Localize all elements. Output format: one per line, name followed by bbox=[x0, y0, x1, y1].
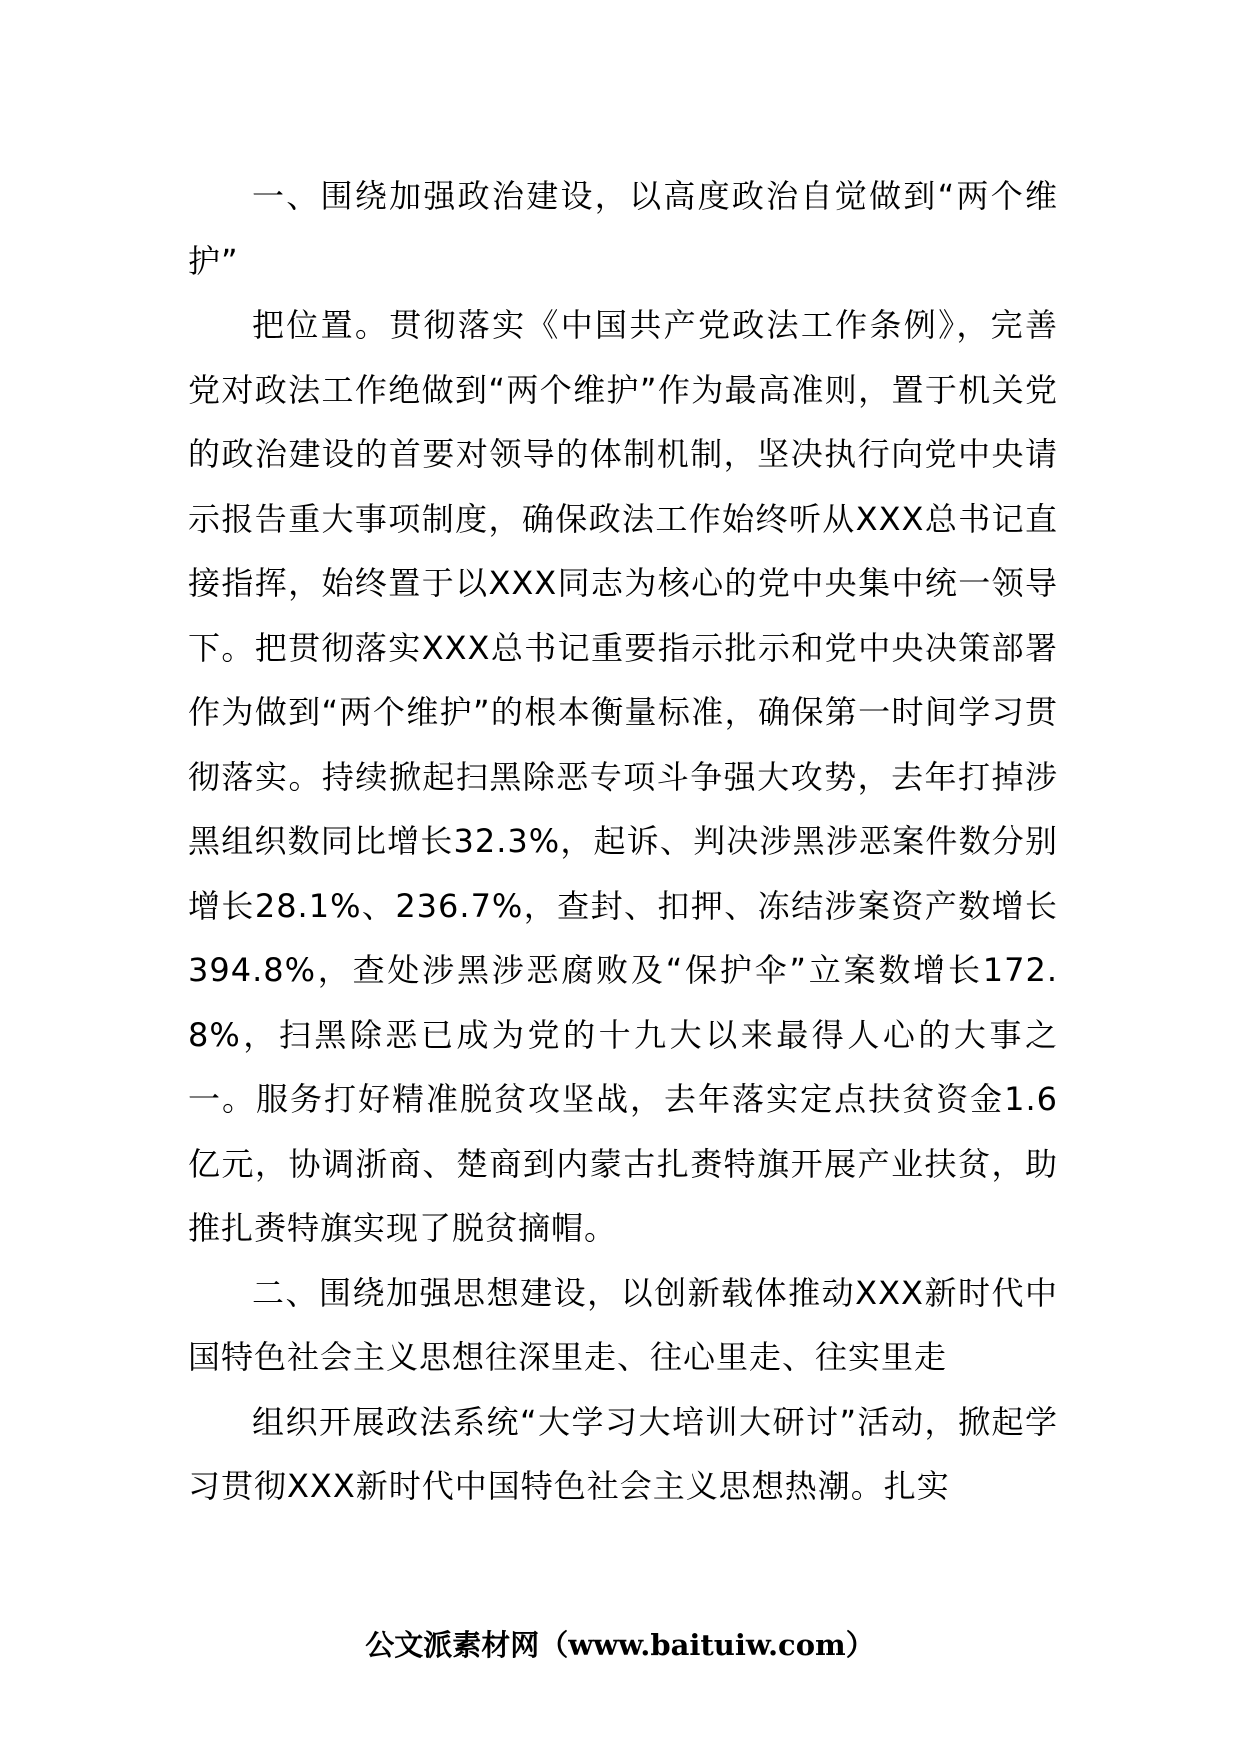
section-heading-1: 一、围绕加强政治建设，以高度政治自觉做到“两个维护” bbox=[188, 177, 1058, 280]
section-heading-2: 二、围绕加强思想建设，以创新载体推动XXX新时代中国特色社会主义思想往深里走、往心里走、往实里走 bbox=[188, 1273, 1058, 1376]
body-paragraph-2: 组织开展政法系统“大学习大培训大研讨”活动，掀起学习贯彻XXX新时代中国特色社会主义思想热潮。扎实 bbox=[188, 1402, 1058, 1505]
document-body bbox=[188, 164, 1058, 1519]
body-paragraph-1: 把位置。贯彻落实《中国共产党政法工作条例》，完善党对政法工作绝做到“两个维护”作为最高准则，置于机关党的政治建设的首要对领导的体制机制，坚决执行向党中央请示报告重大事项制度，确保政法工作始终听从XXX总书记直接指挥，始终置于以XXX同志为核心的党中央集中统一领导下。把贯彻落实XXX总书记重要指示批示和党中央决策部署作为做到“两个维护”的根本衡量标准，确保第一时间学习贯彻落实。持续掀起扫黑除恶专项斗争强大攻势，去年打掉涉黑组织数同比增长32.3%，起诉、判决涉黑涉恶案件数分别增长28.1%、236.7%，查封、扣押、冻结涉案资产数增长394.8%，查处涉黑涉恶腐败及“保护伞”立案数增长172.8%，扫黑除恶已成为党的十九大以来最得人心的大事之一。服务打好精准脱贫攻坚战，去年落实定点扶贫资金1.6亿元，协调浙商、楚商到内蒙古扎赉特旗开展产业扶贫，助推扎赉特旗实现了脱贫摘帽。 bbox=[188, 306, 1058, 1247]
footer-watermark: 公文派素材网（www.baituiw.com） bbox=[365, 1628, 875, 1662]
